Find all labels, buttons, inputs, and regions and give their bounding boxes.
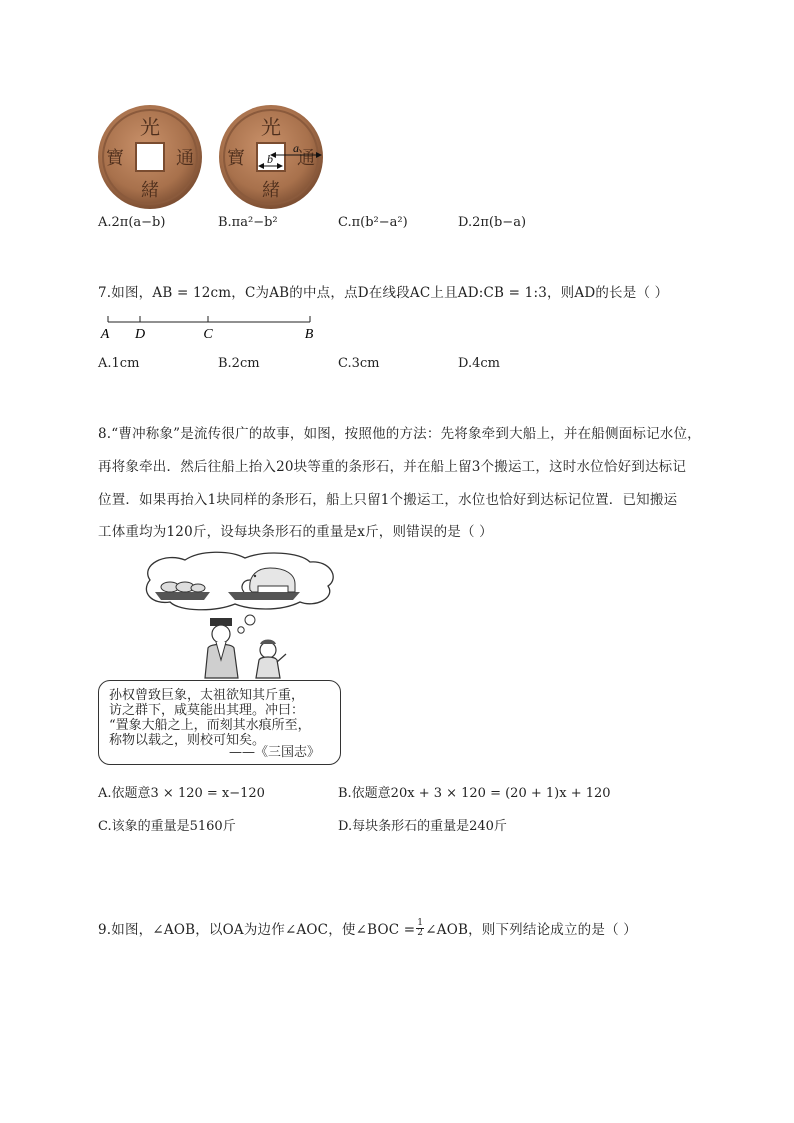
boat-with-stones-icon <box>155 592 210 600</box>
coin-char-left: 寶 <box>106 148 124 169</box>
q6-option-c[interactable]: C.π(b²−a²) <box>338 215 408 230</box>
q9-fraction-num: 1 <box>417 917 424 928</box>
q6-option-b[interactable]: B.πa²−b² <box>218 215 278 230</box>
q9-stem-post: ∠AOB，则下列结论成立的是（ ） <box>425 922 637 938</box>
q6-option-d[interactable]: D.2π(b−a) <box>458 215 527 230</box>
q8-option-b[interactable]: B.依题意20x + 3 × 120 = (20 + 1)x + 120 <box>338 786 611 801</box>
label-a: a <box>293 141 299 155</box>
q9-stem <box>98 918 637 938</box>
label-b: b <box>267 152 273 166</box>
point-b-label: B <box>304 327 314 342</box>
coin-figure-right <box>218 104 326 210</box>
coin-char-right: 通 <box>176 148 194 169</box>
q7-stem: 7.如图，AB = 12cm，C为AB的中点，点D在线段AC上且AD:CB = 1:3，则AD的长是（ ） <box>98 285 669 301</box>
q7-option-b[interactable]: B.2cm <box>218 356 260 371</box>
quote-box-sanguozhi <box>98 680 341 765</box>
q8-stem-line2: 再将象牵出．然后往船上抬入20块等重的条形石，并在船上留3个搬运工，这时水位恰好到达标记 <box>98 459 687 475</box>
quote-line-1: 孙权曾致巨象，太祖欲知其斤重， <box>109 688 305 703</box>
quote-line-2: 访之群下，咸莫能出其理。冲曰： <box>109 703 305 718</box>
q8-stem-line3: 位置．如果再抬入1块同样的条形石，船上只留1个搬运工，水位也恰好到达标记位置．已知搬运 <box>98 492 678 508</box>
q7-option-c[interactable]: C.3cm <box>338 356 380 371</box>
q8-option-c[interactable]: C.该象的重量是5160斤 <box>98 819 236 834</box>
q9-stem-pre: 9.如图，∠AOB，以OA为边作∠AOC，使∠BOC = <box>98 922 416 938</box>
coin-char-top: 光 <box>140 115 160 139</box>
point-c-label: C <box>203 327 213 342</box>
q6-option-a[interactable]: A.2π(a−b) <box>98 215 166 230</box>
q9-fraction <box>416 919 424 938</box>
quote-source: ——《三国志》 <box>229 745 321 760</box>
coin-char-bottom: 緒 <box>262 180 280 201</box>
cao-chong-cartoon <box>140 550 340 680</box>
q7-option-a[interactable]: A.1cm <box>98 356 140 371</box>
quote-line-4: 称物以载之，则校可知矣。 <box>109 733 266 748</box>
coin-char-right: 通 <box>297 148 315 169</box>
cao-cao-figure-icon <box>205 618 238 678</box>
q7-option-d[interactable]: D.4cm <box>458 356 500 371</box>
point-a-label: A <box>100 327 110 342</box>
coin-char-top: 光 <box>261 115 281 139</box>
coin-figure-left <box>97 104 203 210</box>
q8-option-d[interactable]: D.每块条形石的重量是240斤 <box>338 819 507 834</box>
point-d-label: D <box>134 327 146 342</box>
segment-figure <box>96 310 326 342</box>
cao-chong-child-figure-icon <box>256 640 286 679</box>
coin-char-bottom: 緒 <box>141 180 159 201</box>
boat-with-elephant-icon <box>228 592 300 600</box>
quote-line-3: “置象大船之上，而刻其水痕所至， <box>109 718 311 733</box>
q8-option-a[interactable]: A.依题意3 × 120 = x−120 <box>98 786 265 801</box>
q8-stem-line4: 工体重均为120斤，设每块条形石的重量是x斤，则错误的是（ ） <box>98 524 493 540</box>
coin-char-left: 寶 <box>227 148 245 169</box>
q8-stem-line1: 8.“曹冲称象”是流传很广的故事，如图，按照他的方法：先将象牵到大船上，并在船侧面标记水位， <box>98 426 701 442</box>
q9-fraction-den: 2 <box>417 927 424 938</box>
